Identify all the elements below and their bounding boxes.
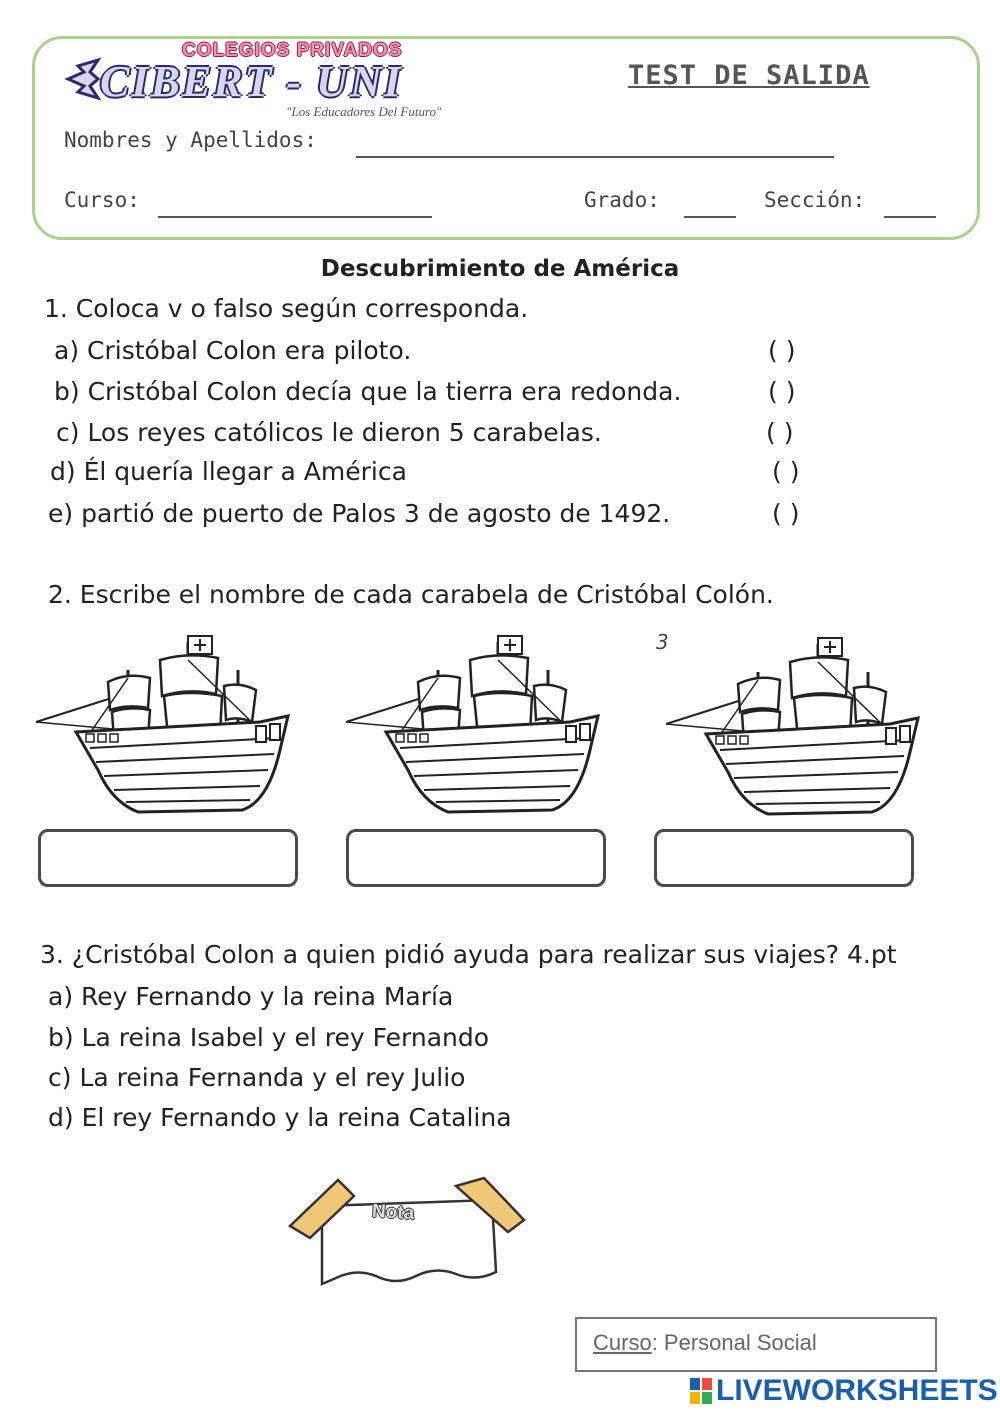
q3-option-a[interactable]: a) Rey Fernando y la reina María	[48, 982, 454, 1011]
caravel-1-image	[28, 630, 290, 816]
test-title: TEST DE SALIDA	[628, 60, 870, 91]
caravel-3-mark: 3	[656, 630, 669, 654]
question-3-prompt: 3. ¿Cristóbal Colon a quien pidió ayuda para realizar sus viajes? 4.pt	[40, 940, 897, 969]
q1-item-a: a) Cristóbal Colon era piloto.	[54, 336, 412, 365]
q1-item-d: d) Él quería llegar a América	[50, 457, 407, 486]
caravel-2-answer-box[interactable]	[346, 829, 606, 887]
q1-item-e: e) partió de puerto de Palos 3 de agosto de 1492.	[48, 499, 671, 528]
q1-item-b: b) Cristóbal Colon decía que la tierra era redonda.	[54, 377, 682, 406]
q1-answer-a[interactable]: ( )	[768, 336, 796, 365]
section-field[interactable]	[884, 216, 936, 218]
caravel-2-image	[338, 630, 600, 816]
caravel-3-answer-box[interactable]	[654, 829, 914, 887]
school-motto: "Los Educadores Del Futuro"	[286, 104, 442, 119]
q1-answer-b[interactable]: ( )	[768, 377, 796, 406]
q1-answer-d[interactable]: ( )	[772, 457, 800, 486]
school-name: CIBERT - UNI	[100, 57, 403, 106]
school-top-label: COLEGIOS PRIVADOS	[182, 40, 403, 61]
q3-option-c[interactable]: c) La reina Fernanda y el rey Julio	[48, 1063, 466, 1092]
caravel-1-answer-box[interactable]	[38, 829, 298, 887]
name-field[interactable]	[356, 156, 834, 158]
course-field[interactable]	[158, 216, 432, 218]
nota-label: Nota	[371, 1200, 415, 1225]
question-1-prompt: 1. Coloca v o falso según corresponda.	[44, 294, 529, 323]
q1-answer-e[interactable]: ( )	[772, 499, 800, 528]
liveworksheets-logo-icon	[690, 1378, 712, 1404]
document-title: Descubrimiento de América	[320, 256, 680, 282]
q3-option-b[interactable]: b) La reina Isabel y el rey Fernando	[48, 1023, 490, 1052]
q1-answer-c[interactable]: ( )	[766, 418, 794, 447]
q1-item-c: c) Los reyes católicos le dieron 5 carabelas.	[56, 418, 602, 447]
q3-option-d[interactable]: d) El rey Fernando y la reina Catalina	[48, 1103, 512, 1132]
liveworksheets-brand[interactable]: LIVEWORKSHEETS	[716, 1374, 998, 1407]
name-label: Nombres y Apellidos:	[64, 128, 317, 152]
footer-course-label: Curso	[593, 1330, 652, 1355]
caravel-3-image	[658, 632, 920, 818]
grade-note-sign	[286, 1174, 528, 1304]
grade-field[interactable]	[684, 216, 736, 218]
course-footer-box	[575, 1317, 937, 1372]
school-logo-icon	[64, 56, 104, 102]
question-2-prompt: 2. Escribe el nombre de cada carabela de Cristóbal Colón.	[48, 580, 774, 609]
footer-course-value: : Personal Social	[651, 1330, 817, 1355]
grade-label: Grado:	[584, 188, 660, 212]
section-label: Sección:	[764, 188, 866, 212]
course-label: Curso:	[64, 188, 140, 212]
